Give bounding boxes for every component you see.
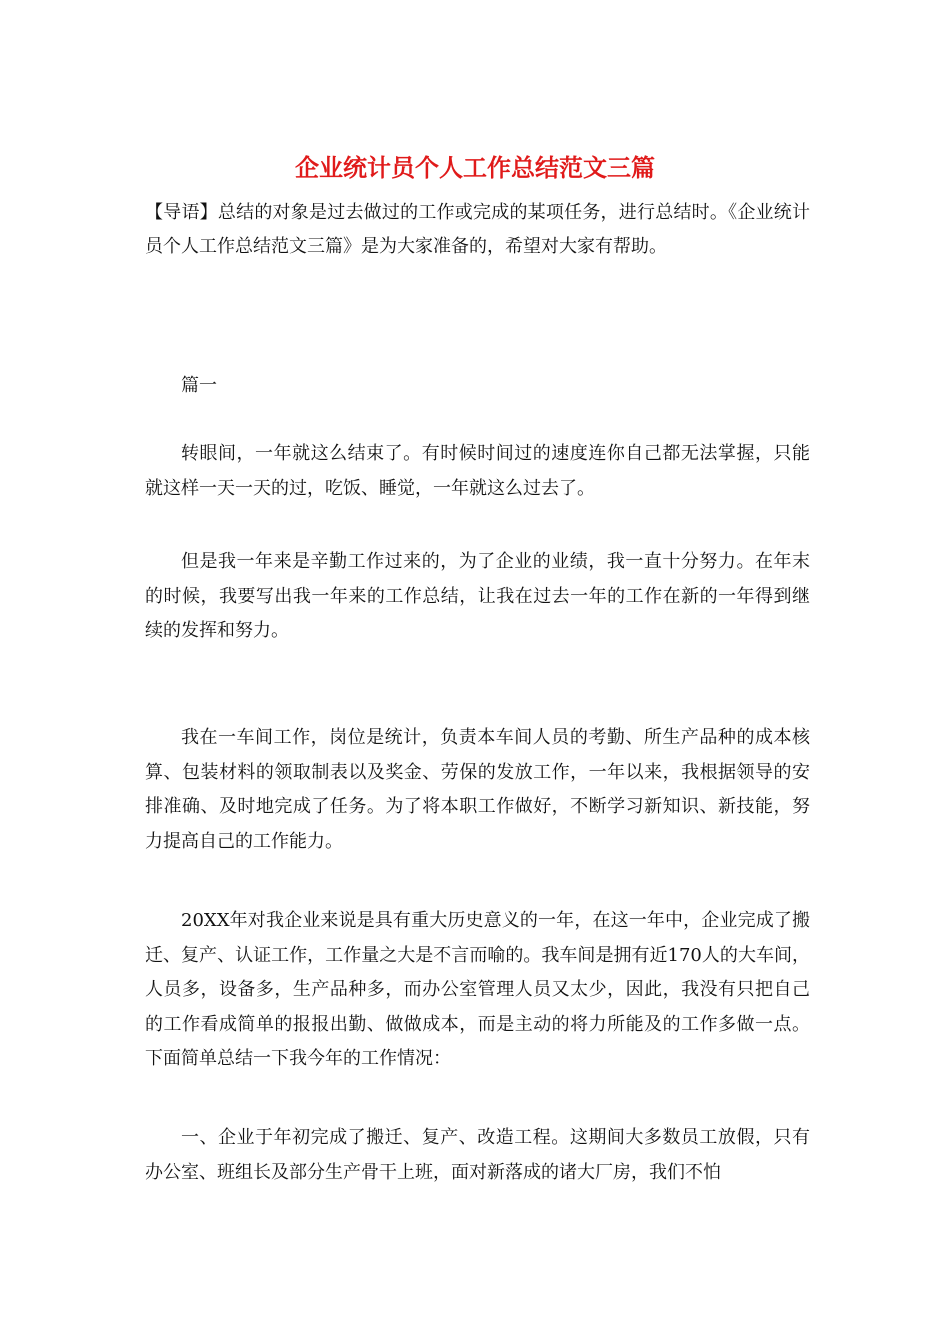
- body-paragraph-3: 我在一车间工作，岗位是统计，负责本车间人员的考勤、所生产品种的成本核算、包装材料的领取制表以及奖金、劳保的发放工作，一年以来，我根据领导的安排准确、及时地完成了任务。为了将本职工作做好，不断学习新知识、新技能，努力提高自己的工作能力。: [145, 727, 810, 852]
- body-paragraph-4: 20XX年对我企业来说是具有重大历史意义的一年，在这一年中，企业完成了搬迁、复产、认证工作，工作量之大是不言而喻的。我车间是拥有近170人的大车间，人员多，设备多，生产品种多，而办公室管理人员又太少，因此，我没有只把自己的工作看成简单的报报出勤、做做成本，而是主动的将力所能及的工作多做一点。下面简单总结一下我今年的工作情况：: [145, 910, 810, 1069]
- section-heading: 篇一: [181, 375, 217, 396]
- body-paragraph-2: 但是我一年来是辛勤工作过来的，为了企业的业绩，我一直十分努力。在年末的时候，我要写出我一年来的工作总结，让我在过去一年的工作在新的一年得到继续的发挥和努力。: [145, 551, 810, 641]
- body-paragraph-5: 一、企业于年初完成了搬迁、复产、改造工程。这期间大多数员工放假，只有办公室、班组长及部分生产骨干上班，面对新落成的诸大厂房，我们不怕: [145, 1127, 810, 1183]
- body-paragraph-1: 转眼间，一年就这么结束了。有时候时间过的速度连你自己都无法掌握，只能就这样一天一天的过，吃饭、睡觉，一年就这么过去了。: [145, 443, 810, 499]
- document-title: 企业统计员个人工作总结范文三篇: [295, 153, 655, 182]
- lead-paragraph: 【导语】总结的对象是过去做过的工作或完成的某项任务，进行总结时。《企业统计员个人工作总结范文三篇》是为大家准备的，希望对大家有帮助。: [145, 202, 810, 257]
